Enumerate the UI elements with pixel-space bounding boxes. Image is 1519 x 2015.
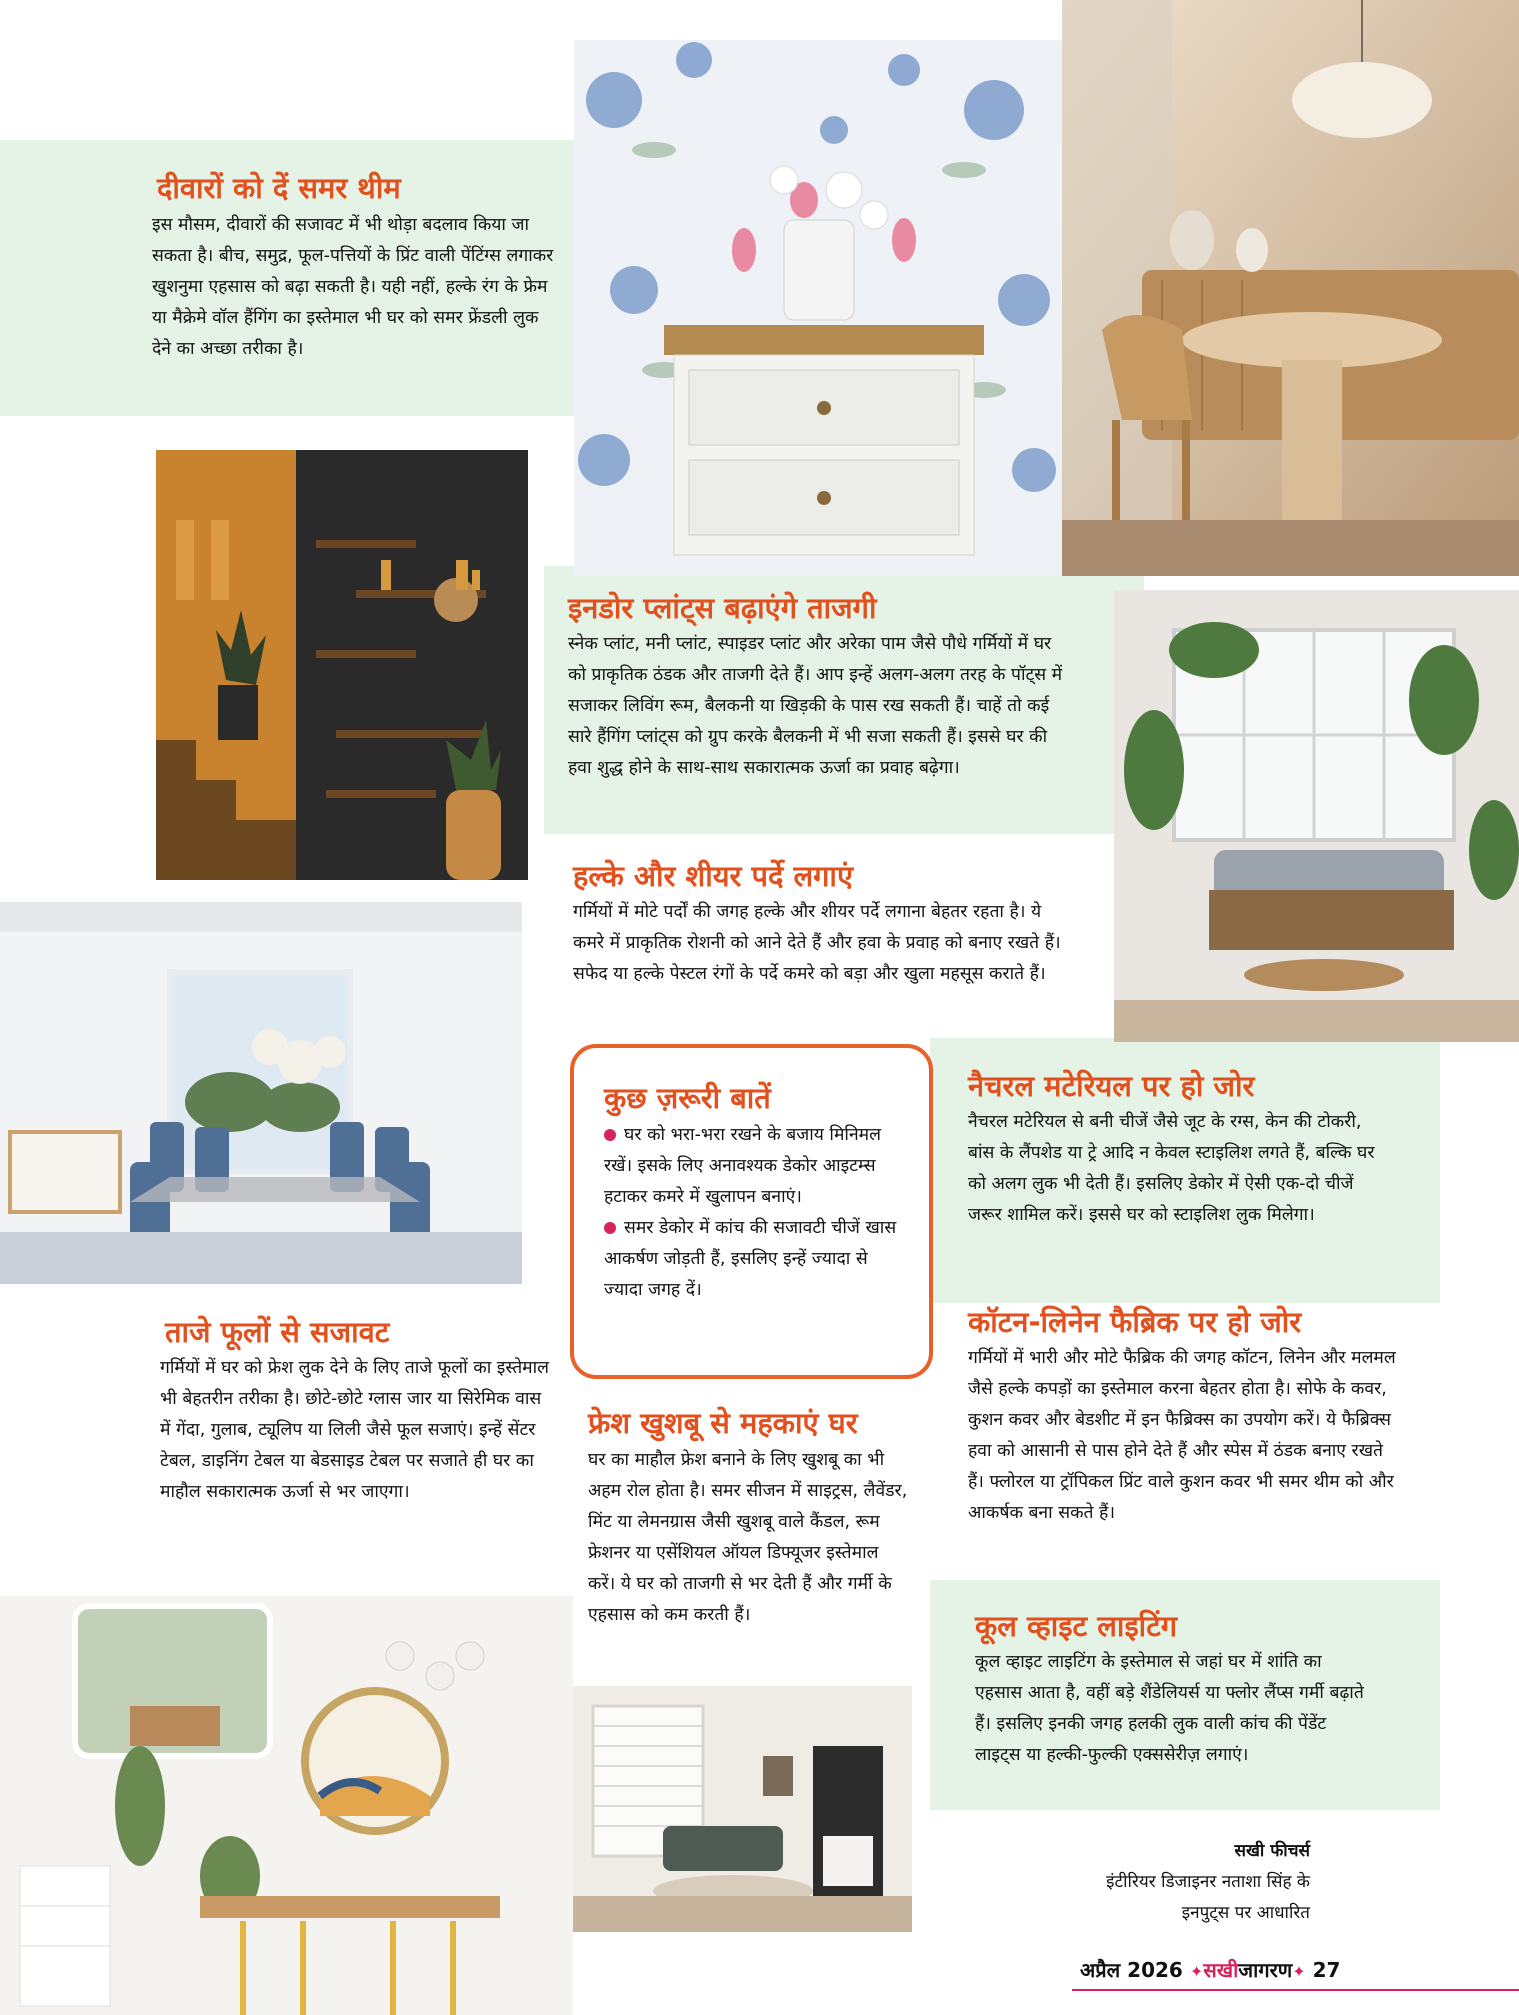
credit-block <box>1000 1836 1310 1929</box>
tip-item: समर डेकोर में कांच की सजावटी चीजें खास आकर्षण जोड़ती हैं, इसलिए इन्हें ज्यादा से ज्यादा जगह दें। <box>604 1218 897 1300</box>
walls-title: दीवारों को दें समर थीम <box>157 171 401 205</box>
plants-body: स्नेक प्लांट, मनी प्लांट, स्पाइडर प्लांट और अरेका पाम जैसे पौधे गर्मियों में घर को प्राकृतिक ठंडक और ताजगी देते हैं। आप इन्हें अलग-अलग तरह के पॉट्स में सजाकर लिविंग रूम, बैलकनी या खिड़की के पास रख सकती हैं। चाहें तो कई सारे हैंगिंग प्लांट्स को ग्रुप करके बैलकनी में भी सजा सकती हैं। इससे घर की हवा शुद्ध होने के साथ-साथ सकारात्मक ऊर्जा का प्रवाह बढ़ेगा। <box>568 634 1063 778</box>
star-icon: ✦ <box>1189 1962 1204 1981</box>
star-icon: ✦ <box>1292 1962 1306 1981</box>
photo-staircase-shelves <box>156 450 528 880</box>
curtains-title: हल्के और शीयर पर्दे लगाएं <box>573 859 853 893</box>
fragrance-body: घर का माहौल फ्रेश बनाने के लिए खुशबू का भी अहम रोल होता है। समर सीजन में साइट्रस, लैवेंडर, मिंट या लेमनग्रास जैसी खुशबू वाले कैंडल, रूम फ्रेशनर या एसेंशियल ऑयल डिफ्यूजर इस्तेमाल करें। ये घर को ताजगी से भर देती हैं और गर्मी के एहसास को कम करती हैं। <box>588 1450 908 1625</box>
lighting-title: कूल व्हाइट लाइटिंग <box>975 1609 1178 1643</box>
fabric-body: गर्मियों में भारी और मोटे फैब्रिक की जगह कॉटन, लिनेन और मलमल जैसे हल्के कपड़ों का इस्तेमाल करना बेहतर होता है। सोफे के कवर, कुशन कवर और बेडशीट में इन फैब्रिक्स का उपयोग करें। ये फैब्रिक्स हवा को आसानी से पास होने देते हैं और स्पेस में ठंडक बनाए रखते हैं। फ्लोरल या ट्रॉपिकल प्रिंट वाले कुशन कवर भी समर थीम को और आकर्षक बना सकते हैं। <box>968 1348 1396 1523</box>
bullet-icon <box>604 1222 616 1234</box>
walls-body: इस मौसम, दीवारों की सजावट में भी थोड़ा बदलाव किया जा सकता है। बीच, समुद्र, फूल-पत्तियों के प्रिंट वाली पेंटिंग्स लगाकर खुशनुमा एहसास को बढ़ा सकती है। यही नहीं, हल्के रंग के फ्रेम या मैक्रेमे वॉल हैंगिंग का इस्तेमाल भी घर को समर फ्रेंडली लुक देने का अच्छा तरीका है। <box>152 215 554 359</box>
bullet-icon <box>604 1129 616 1141</box>
natural-title: नैचरल मटेरियल पर हो जोर <box>968 1069 1255 1103</box>
lighting-body: कूल व्हाइट लाइटिंग के इस्तेमाल से जहां घर में शांति का एहसास आता है, वहीं बड़े शैंडेलियर्स या फ्लोर लैंप्स गर्मी बढ़ाते हैं। इसलिए इनकी जगह हलकी लुक वाली कांच की पेंडेंट लाइट्स या हल्की-फुल्की एक्ससेरीज़ लगाएं। <box>975 1652 1364 1765</box>
tips-list <box>604 1120 904 1306</box>
footer-brand-suffix: जागरण <box>1238 1958 1293 1982</box>
fragrance-title: फ्रेश खुशबू से महकाएं घर <box>588 1406 858 1440</box>
curtains-body: गर्मियों में मोटे पर्दों की जगह हल्के और शीयर पर्दे लगाना बेहतर रहता है। ये कमरे में प्राकृतिक रोशनी को आने देते हैं और हवा के प्रवाह को बनाए रखते हैं। सफेद या हल्के पेस्टल रंगों के पर्दे कमरे को बड़ा और खुला महसूस कराते हैं। <box>573 902 1061 984</box>
footer-line <box>1072 1989 1519 1991</box>
credit-line2: इनपुट्स पर आधारित <box>1181 1903 1310 1923</box>
photo-living-room-blinds <box>573 1686 912 1932</box>
flowers-title: ताजे फूलों से सजावट <box>165 1315 390 1349</box>
page-number: 27 <box>1312 1958 1341 1982</box>
natural-body: नैचरल मटेरियल से बनी चीजें जैसे जूट के रग्स, केन की टोकरी, बांस के लैंपशेड या ट्रे आदि न केवल स्टाइलिश लगते हैं, बल्कि घर को अलग लुक भी देती हैं। इसलिए डेकोर में ऐसी एक-दो चीजें जरूर शामिल करें। इससे घर को स्टाइलिश लुक मिलेगा। <box>968 1112 1375 1225</box>
fabric-title: कॉटन-लिनेन फैब्रिक पर हो जोर <box>968 1305 1302 1339</box>
photo-wooden-dining <box>1062 0 1519 576</box>
photo-blue-dining-room <box>0 902 522 1284</box>
flowers-body: गर्मियों में घर को फ्रेश लुक देने के लिए ताजे फूलों का इस्तेमाल भी बेहतरीन तरीका है। छोटे-छोटे ग्लास जार या सिरेमिक वास में गेंदा, गुलाब, ट्यूलिप या लिली जैसे फूल सजाएं। इन्हें सेंटर टेबल, डाइनिंग टेबल या बेडसाइड टेबल पर सजाते ही घर का माहौल सकारात्मक ऊर्जा से भर जाएगा। <box>160 1358 550 1502</box>
photo-bright-dining-shelves <box>0 1596 573 2015</box>
tips-box <box>570 1044 933 1379</box>
page-footer <box>1080 1956 1340 1983</box>
credit-line1: इंटीरियर डिजाइनर नताशा सिंह के <box>1106 1872 1310 1892</box>
footer-date: अप्रैल 2026 <box>1080 1958 1183 1982</box>
photo-cabinet-wallpaper <box>574 40 1062 576</box>
photo-living-room-plants <box>1114 590 1519 1042</box>
credit-name: सखी फीचर्स <box>1234 1841 1310 1861</box>
footer-brand-prefix: सखी <box>1203 1958 1239 1982</box>
plants-title: इनडोर प्लांट्स बढ़ाएंगे ताजगी <box>568 591 877 625</box>
tip-item: घर को भरा-भरा रखने के बजाय मिनिमल रखें। इसके लिए अनावश्यक डेकोर आइटम्स हटाकर कमरे में खुलापन बनाएं। <box>604 1125 882 1207</box>
tips-title: कुछ ज़रूरी बातें <box>604 1081 771 1115</box>
